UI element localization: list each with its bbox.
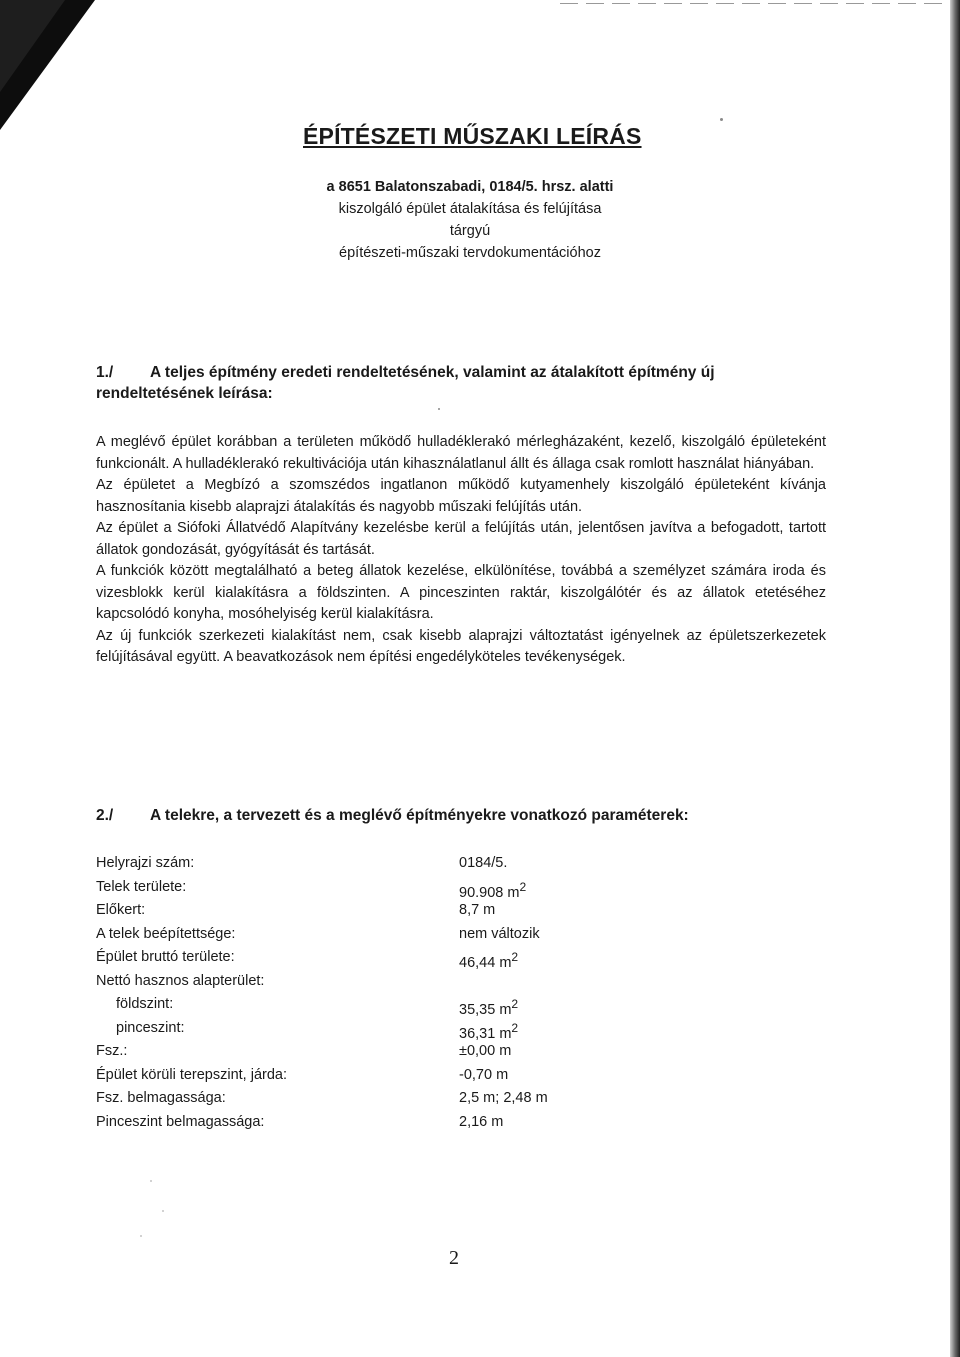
section-2-number: 2./ (96, 807, 114, 824)
scan-speck (162, 1210, 164, 1212)
parameter-value: nem változik (459, 925, 540, 942)
section-2-heading (96, 805, 826, 826)
paragraph: Az új funkciók szerkezeti kialakítást nem, csak kisebb alaprajzi változtatást igényelnek az épületszerkezetek felújításával együtt. A beavatkozások nem építési engedélyköteles tevékenységek. (96, 627, 826, 665)
parameter-value: ±0,00 m (459, 1043, 512, 1059)
section-1-title: A teljes építmény eredeti rendeltetésének, valamint az átalakított építmény új rendeltetésének leírása: (96, 364, 715, 402)
page-number: 2 (449, 1247, 459, 1269)
subtitle-line: kiszolgáló épület átalakítása és felújítása (338, 201, 602, 217)
parameter-label: Épület bruttó területe: (96, 949, 235, 965)
parameter-value: 36,31 $m^2$ (459, 1020, 519, 1042)
parameter-value: 8,7 m (459, 902, 496, 918)
parameter-row (96, 852, 696, 876)
parameter-row (96, 993, 696, 1017)
parameter-label: Nettó hasznos alapterület: (96, 972, 265, 989)
section-1-heading (96, 362, 826, 404)
subtitle-line: építészeti-műszaki tervdokumentációhoz (339, 245, 601, 261)
section-1-number: 1./ (96, 364, 114, 381)
parameter-label: Telek területe: (96, 878, 187, 895)
parameter-row (96, 1040, 696, 1064)
parameter-label: pinceszint: (116, 1019, 185, 1036)
parameter-value: -0,70 m (459, 1066, 509, 1083)
paragraph: Az épületet a Megbízó a szomszédos ingatlanon működő kutyamenhely kiszolgáló épületeként kívánja hasznosítania kisebb alaprajzi átalakítás és nagyobb műszaki felújítás után. (96, 477, 826, 515)
scan-corner-shadow-inner (0, 0, 65, 92)
section-1-body (96, 432, 826, 669)
parameter-label: A telek beépítettsége: (96, 925, 236, 942)
parameter-row (96, 1017, 696, 1041)
parameter-value: 2,5 m; 2,48 m (459, 1090, 548, 1106)
parameter-label: Előkert: (96, 902, 146, 918)
parameter-value: 90.908 $m^2$ (459, 879, 527, 901)
scan-right-edge (950, 0, 960, 1357)
subtitle-line: a 8651 Balatonszabadi, 0184/5. hrsz. alatti (326, 179, 614, 195)
subtitle-line: tárgyú (449, 223, 491, 239)
parameter-row (96, 1087, 696, 1111)
parameter-value: 46,44 $m^2$ (459, 950, 519, 971)
scan-top-line (560, 3, 950, 4)
parameter-value: 2,16 m (459, 1113, 504, 1130)
paragraph: Az épület a Siófoki Állatvédő Alapítvány kezelésbe kerül a felújítás után, jelentősen javítva a befogadott, tartott állatok gondozását, gyógyítását és tartását. (96, 520, 826, 558)
document-title: ÉPÍTÉSZETI MŰSZAKI LEÍRÁS (303, 123, 642, 149)
parameter-row (96, 923, 696, 947)
parameter-label: Fsz. belmagassága: (96, 1090, 226, 1106)
parameter-row (96, 946, 696, 970)
document-subtitle (300, 176, 640, 264)
scan-speck (720, 118, 723, 121)
section-2-title: A telekre, a tervezett és a meglévő építményekre vonatkozó paraméterek: (150, 807, 689, 824)
parameter-label: földszint: (116, 996, 174, 1012)
parameter-value: 35,35 $m^2$ (459, 997, 519, 1018)
scan-speck (438, 408, 440, 410)
paragraph: A funkciók között megtalálható a beteg állatok kezelése, elkülönítése, továbbá a személyzet számára iroda és vizesblokk kerül kialakításra a földszinten. A pinceszinten raktár, kiszolgálótér és az állatok etetéséhez kapcsolódó konyha, mosóhelyiség kerül kialakításra. (96, 563, 826, 622)
parameter-row (96, 876, 696, 900)
parameter-label: Pinceszint belmagassága: (96, 1113, 265, 1130)
parameter-label: Helyrajzi szám: (96, 855, 195, 871)
parameter-label: Fsz.: (96, 1043, 128, 1059)
parameter-value: 0184/5. (459, 855, 508, 871)
parameter-row (96, 970, 696, 994)
scan-speck (150, 1180, 152, 1182)
parameter-row (96, 1064, 696, 1088)
paragraph: A meglévő épület korábban a területen működő hulladéklerakó mérlegházaként, kezelő, kiszolgáló épületeként funkcionált. A hulladéklerakó rekultivációja után kihasználatlanul állt és állaga csak romlott használat hiányában. (96, 434, 826, 472)
parameters-list (96, 852, 696, 1134)
parameter-row (96, 1111, 696, 1135)
parameter-row (96, 899, 696, 923)
scan-speck (140, 1235, 142, 1237)
parameter-label: Épület körüli terepszint, járda: (96, 1066, 288, 1083)
